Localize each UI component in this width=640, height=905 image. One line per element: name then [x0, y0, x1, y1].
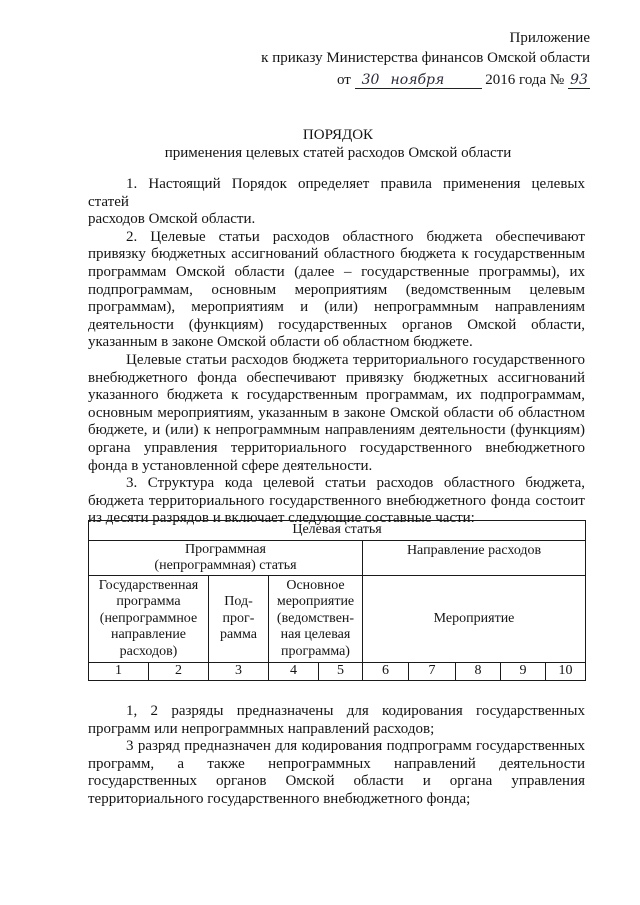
paragraph-digits-1-2 [88, 703, 585, 738]
text-line: Целевые статьи расходов бюджета территориального государственного [126, 351, 585, 368]
table-header-target-article: Целевая статья [89, 521, 586, 541]
table-row-digits [89, 663, 586, 681]
table-digit-cell: 10 [546, 663, 586, 681]
text-line: 3 разряд предназначен для кодирования подпрограмм государственных [126, 738, 585, 755]
table-header-program-article: Программная (непрограммная) статья [89, 541, 363, 576]
text-line: 2. Целевые статьи расходов областного бюджета обеспечивают [126, 228, 585, 245]
table-cell-state-program: Государственная программа (непрограммное направление расходов) [89, 576, 209, 663]
paragraph-digit-3 [88, 738, 585, 808]
table-digit-cell: 9 [501, 663, 546, 681]
table-digit-cell: 5 [319, 663, 363, 681]
table-row [89, 541, 586, 576]
appendix-label: Приложение [509, 30, 590, 46]
handwritten-month: ноября [387, 72, 482, 89]
text-line: указанного бюджета к государственным программам, их подпрограммам, [88, 387, 585, 404]
text-line: программам), мероприятиям и (или) непрограммным направлениям [88, 299, 585, 316]
document-title [88, 126, 588, 162]
date-prefix: от [336, 72, 351, 88]
order-date-line [86, 70, 590, 90]
table-digit-cell: 2 [149, 663, 209, 681]
table-cell-main-event: Основное мероприятие (ведомствен- ная целевая программа) [269, 576, 363, 663]
text-line: бюджета территориального государственного внебюджетного фонда состоит [88, 492, 585, 509]
text-line: деятельности (функциям) государственных органов Омской области, [88, 316, 585, 333]
table-digit-cell: 7 [409, 663, 456, 681]
text-line: программ, а также непрограммных направлений деятельности [88, 755, 585, 772]
text-line: государственных органов Омской области и органа управления [88, 773, 585, 790]
paragraph-1 [88, 176, 585, 229]
text-line: органа управления территориального государственного внебюджетного [88, 439, 585, 456]
handwritten-order-number: 93 [568, 72, 590, 89]
text-line: программам Омской области (далее – государственные программы), их [88, 263, 585, 280]
table-row [89, 576, 586, 663]
after-table-text [88, 703, 585, 809]
paragraph-2 [88, 229, 585, 352]
text-line: расходов Омской области. [88, 211, 256, 228]
target-article-structure-table [88, 520, 586, 681]
table-digit-cell: 4 [269, 663, 319, 681]
handwritten-day: 30 [355, 72, 387, 89]
appendix-header [86, 28, 590, 90]
text-line: 1. Настоящий Порядок определяет правила применения целевых статей [88, 176, 585, 210]
table-digit-cell: 3 [209, 663, 269, 681]
table-digit-cell: 6 [363, 663, 409, 681]
table-digit-cell: 1 [89, 663, 149, 681]
text-line: программ или непрограммных направлений расходов; [88, 720, 435, 737]
title-subtitle: применения целевых статей расходов Омской области [164, 145, 512, 161]
table-header-expense-direction: Направление расходов [363, 541, 586, 576]
text-line: подпрограммам, основным мероприятиям (ведомственным целевым [88, 281, 585, 298]
text-line: бюджете, и (или) к непрограммным направлениям деятельности (функциям) [88, 422, 585, 439]
table-row [89, 521, 586, 541]
text-line: территориального государственного внебюджетного фонда; [88, 790, 471, 807]
text-line: из десяти разрядов и включает следующие составные части: [88, 510, 475, 527]
date-year: 2016 года № [485, 72, 565, 88]
text-line: 3. Структура кода целевой статьи расходов областного бюджета, [126, 475, 585, 492]
text-line: указанным в законе Омской области об областном бюджете. [88, 334, 473, 351]
text-line: фонда в установленной сфере деятельности. [88, 457, 373, 474]
table-digit-cell: 8 [456, 663, 501, 681]
table-cell-subprogram: Под- прог- рамма [209, 576, 269, 663]
text-line: 1, 2 разряды предназначены для кодирования государственных [126, 703, 585, 719]
title-main: ПОРЯДОК [302, 127, 374, 143]
text-line: основным мероприятиям, указанным в законе Омской области об областном [88, 404, 585, 421]
paragraph-3 [88, 352, 585, 475]
text-line: внебюджетного фонда обеспечивают привязку бюджетных ассигнований [88, 369, 585, 386]
text-line: привязку бюджетных ассигнований областного бюджета к государственным [88, 246, 585, 263]
table-cell-event: Мероприятие [363, 576, 586, 663]
order-reference: к приказу Министерства финансов Омской области [261, 50, 590, 66]
body-text [88, 176, 585, 528]
